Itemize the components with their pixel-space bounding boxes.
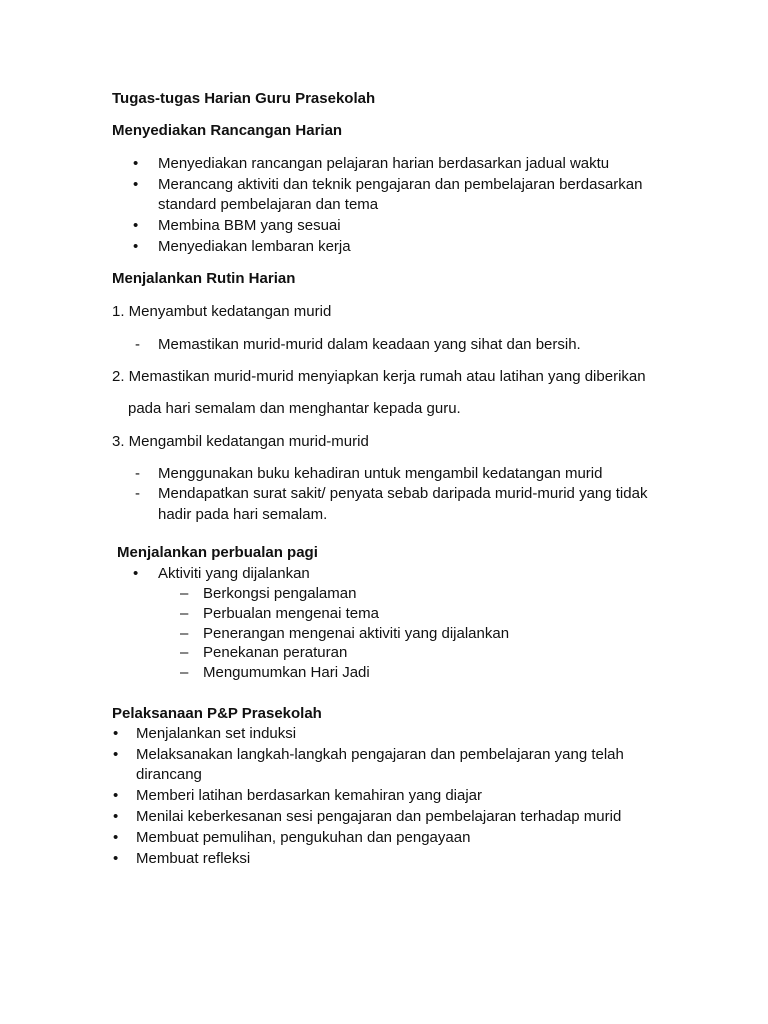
endash-marker: –: [180, 625, 189, 642]
sub-item: Penekanan peraturan: [203, 644, 348, 661]
page-title: Tugas-tugas Harian Guru Prasekolah: [112, 90, 376, 107]
numbered-item: 1. Menyambut kedatangan murid: [112, 303, 332, 320]
sub-item: Memastikan murid-murid dalam keadaan yang sihat dan bersih.: [158, 336, 581, 353]
section-heading-rancangan: Menyediakan Rancangan Harian: [112, 122, 343, 139]
list-item: Menilai keberkesanan sesi pengajaran dan pembelajaran terhadap murid: [136, 808, 622, 825]
bullet-marker: •: [113, 829, 119, 846]
list-item: Menjalankan set induksi: [136, 725, 297, 742]
dash-marker: -: [135, 485, 140, 502]
bullet-marker: •: [133, 238, 139, 255]
bullet-marker: •: [133, 155, 139, 172]
endash-marker: –: [180, 664, 189, 681]
list-item: Melaksanakan langkah-langkah pengajaran dan pembelajaran yang telah: [136, 746, 624, 763]
list-item: Membina BBM yang sesuai: [158, 217, 341, 234]
section-heading-perbualan: Menjalankan perbualan pagi: [117, 544, 318, 561]
sub-item: Perbualan mengenai tema: [203, 605, 379, 622]
sub-item: Mengumumkan Hari Jadi: [203, 664, 370, 681]
bullet-marker: •: [113, 725, 119, 742]
sub-item: Mendapatkan surat sakit/ penyata sebab daripada murid-murid yang tidak: [158, 485, 648, 502]
list-item: Menyediakan rancangan pelajaran harian berdasarkan jadual waktu: [158, 155, 610, 172]
section-heading-pelaksanaan: Pelaksanaan P&P Prasekolah: [112, 705, 322, 722]
dash-marker: -: [135, 336, 140, 353]
numbered-item: 2. Memastikan murid-murid menyiapkan kerja rumah atau latihan yang diberikan: [112, 368, 646, 385]
bullet-marker: •: [113, 808, 119, 825]
sub-item: Menggunakan buku kehadiran untuk mengambil kedatangan murid: [158, 465, 603, 482]
dash-marker: -: [135, 465, 140, 482]
bullet-marker: •: [113, 787, 119, 804]
bullet-marker: •: [113, 746, 119, 763]
list-item-continuation: standard pembelajaran dan tema: [158, 196, 379, 213]
numbered-item: 3. Mengambil kedatangan murid-murid: [112, 433, 369, 450]
list-item: Memberi latihan berdasarkan kemahiran yang diajar: [136, 787, 483, 804]
list-item-continuation: dirancang: [136, 766, 202, 783]
list-item: Merancang aktiviti dan teknik pengajaran dan pembelajaran berdasarkan: [158, 176, 643, 193]
endash-marker: –: [180, 605, 189, 622]
numbered-item-continuation: pada hari semalam dan menghantar kepada guru.: [128, 400, 461, 417]
list-item: Membuat pemulihan, pengukuhan dan pengayaan: [136, 829, 471, 846]
sub-item: Berkongsi pengalaman: [203, 585, 357, 602]
list-item: Membuat refleksi: [136, 850, 251, 867]
endash-marker: –: [180, 585, 189, 602]
bullet-marker: •: [133, 217, 139, 234]
endash-marker: –: [180, 644, 189, 661]
list-item: Aktiviti yang dijalankan: [158, 565, 310, 582]
bullet-marker: •: [133, 565, 139, 582]
bullet-marker: •: [133, 176, 139, 193]
section-heading-rutin: Menjalankan Rutin Harian: [112, 270, 296, 287]
sub-item: Penerangan mengenai aktiviti yang dijalankan: [203, 625, 510, 642]
bullet-marker: •: [113, 850, 119, 867]
sub-item-continuation: hadir pada hari semalam.: [158, 506, 328, 523]
list-item: Menyediakan lembaran kerja: [158, 238, 351, 255]
